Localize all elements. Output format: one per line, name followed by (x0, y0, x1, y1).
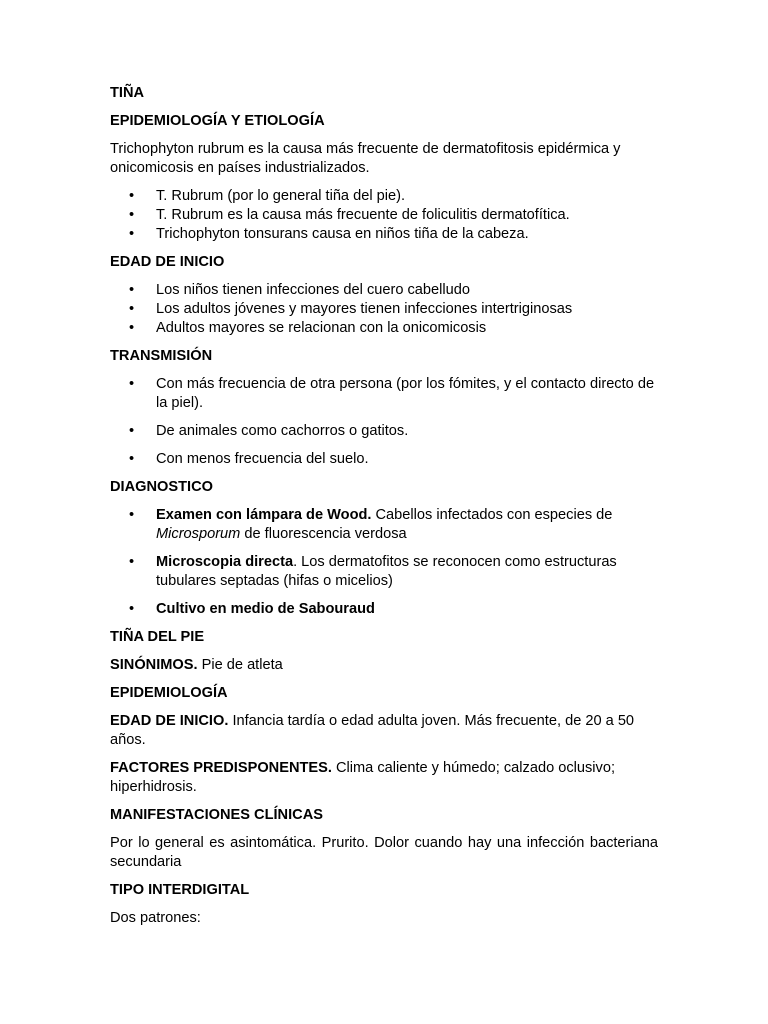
list-transmision (110, 375, 658, 469)
list-item (110, 553, 658, 591)
list-item: • Trichophyton tonsurans causa en niños tiña de la cabeza. (110, 225, 658, 244)
factores-text: Clima caliente y húmedo; calzado oclusivo; hiperhidrosis. (110, 760, 616, 795)
heading-edad-inicio: EDAD DE INICIO (110, 254, 225, 270)
paragraph-trichophyton: Trichophyton rubrum es la causa más frecuente de dermatofitosis epidérmica y onicomicosis en países industrializados. (110, 141, 621, 176)
document-title: TIÑA (110, 85, 145, 101)
list-item: • Adultos mayores se relacionan con la onicomicosis (110, 319, 658, 338)
heading-tipo-interdigital: TIPO INTERDIGITAL (110, 882, 250, 898)
paragraph-manifestaciones: Por lo general es asintomática. Prurito. Dolor cuando hay una infección bacteriana secundaria (110, 835, 658, 870)
edad-label: EDAD DE INICIO. (110, 713, 229, 729)
list-etiologia (110, 187, 658, 244)
list-item (110, 506, 658, 544)
list-item: • Con más frecuencia de otra persona (por los fómites, y el contacto directo de la piel). (110, 375, 658, 413)
list-diagnostico (110, 506, 658, 619)
paragraph-factores (110, 759, 658, 797)
diagnostico-wood-text-end: de fluorescencia verdosa (240, 526, 407, 542)
paragraph-edad-inicio (110, 712, 658, 750)
heading-epidemiologia-etiologia: EPIDEMIOLOGÍA Y ETIOLOGÍA (110, 113, 325, 129)
list-item: • T. Rubrum (por lo general tiña del pie). (110, 187, 658, 206)
document-content (110, 84, 658, 928)
paragraph-sinonimos (110, 656, 658, 675)
diagnostico-wood-italic: Microsporum (156, 526, 241, 542)
list-edad-inicio (110, 281, 658, 338)
diagnostico-wood-label: Examen con lámpara de Wood. (156, 507, 372, 523)
list-item (110, 600, 658, 619)
heading-diagnostico: DIAGNOSTICO (110, 479, 213, 495)
heading-manifestaciones: MANIFESTACIONES CLÍNICAS (110, 807, 323, 823)
edad-text: Infancia tardía o edad adulta joven. Más frecuente, de 20 a 50 años. (110, 713, 635, 748)
heading-epidemiologia: EPIDEMIOLOGÍA (110, 685, 228, 701)
list-item: • De animales como cachorros o gatitos. (110, 422, 658, 441)
factores-label: FACTORES PREDISPONENTES. (110, 760, 332, 776)
diagnostico-wood-text: Cabellos infectados con especies de (371, 507, 613, 523)
sinonimos-label: SINÓNIMOS. (110, 657, 198, 673)
diagnostico-microscopia-label: Microscopia directa (156, 554, 294, 570)
sinonimos-text: Pie de atleta (197, 657, 283, 673)
diagnostico-microscopia-text: . Los dermatofitos se reconocen como estructuras tubulares septadas (hifas o micelios) (156, 554, 617, 589)
list-item: • Los adultos jóvenes y mayores tienen infecciones intertriginosas (110, 300, 658, 319)
diagnostico-cultivo-label: Cultivo en medio de Sabouraud (156, 601, 375, 617)
heading-transmision: TRANSMISIÓN (110, 348, 213, 364)
paragraph-dos-patrones: Dos patrones: (110, 910, 201, 926)
list-item: • Con menos frecuencia del suelo. (110, 450, 658, 469)
list-item: • Los niños tienen infecciones del cuero cabelludo (110, 281, 658, 300)
list-item: • T. Rubrum es la causa más frecuente de foliculitis dermatofítica. (110, 206, 658, 225)
heading-tina-pie: TIÑA DEL PIE (110, 629, 205, 645)
